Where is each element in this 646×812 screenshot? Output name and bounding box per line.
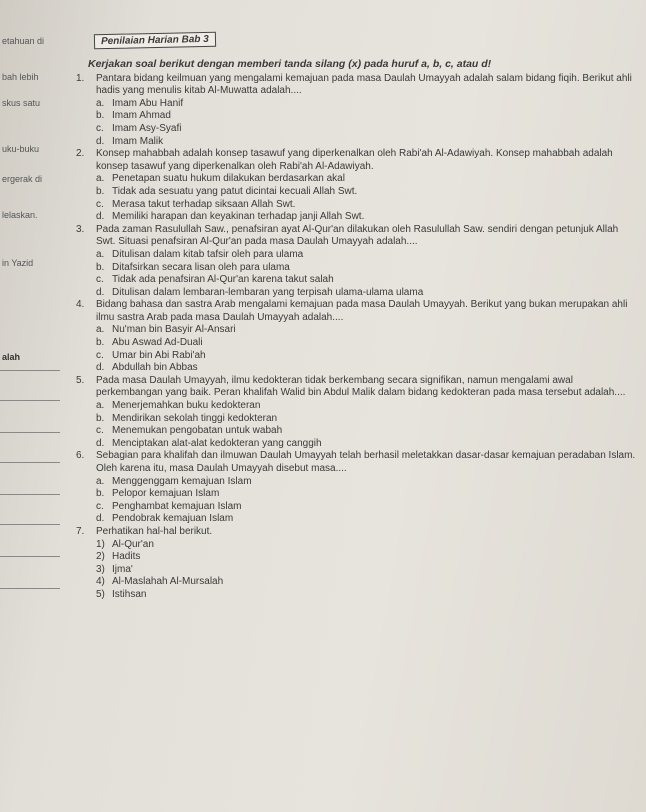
option-letter: c. <box>96 274 104 286</box>
option-text: Umar bin Abi Rabi'ah <box>112 349 206 361</box>
option-text: Menggenggam kemajuan Islam <box>112 475 252 487</box>
option-text: Imam Malik <box>112 135 164 147</box>
option-letter: a. <box>96 324 105 336</box>
list-item <box>96 564 640 577</box>
margin-fragment: uku-buku <box>2 144 40 154</box>
option-letter: d. <box>96 135 105 147</box>
option-letter: a. <box>96 248 105 260</box>
item-number: 4) <box>96 576 105 588</box>
question-stem: Bidang bahasa dan sastra Arab mengalami kemajuan pada masa Daulah Umayyah. Berikut yang bukan merupakan ahli ilmu sastra Arab pada masa Daulah Umayyah adalah.... <box>96 299 628 323</box>
option-text: Ditulisan dalam kitab tafsir oleh para ulama <box>112 248 304 260</box>
margin-fragment: ergerak di <box>2 174 43 184</box>
margin-rule <box>0 432 60 433</box>
option-letter: c. <box>96 198 104 210</box>
option-letter: c. <box>96 500 104 512</box>
question-7 <box>70 526 640 602</box>
option-letter: b. <box>96 412 105 424</box>
question-stem: Pantara bidang keilmuan yang mengalami kemajuan pada masa Daulah Umayyah adalah salam bidang fiqih. Berikut ahli hadis yang menulis kitab Al-Muwatta adalah.... <box>96 72 632 97</box>
item-text: Al-Maslahah Al-Mursalah <box>112 576 224 588</box>
option-text: Merasa takut terhadap siksaan Allah Swt. <box>112 198 296 210</box>
option-letter: a. <box>96 97 105 109</box>
answer-option[interactable] <box>96 249 640 262</box>
margin-fragment: lelaskan. <box>2 210 38 220</box>
margin-fragment: bah lebih <box>2 72 39 82</box>
option-letter: d. <box>96 437 105 449</box>
option-text: Abdullah bin Abbas <box>112 362 198 374</box>
option-letter: b. <box>96 185 105 197</box>
question-stem: Pada zaman Rasulullah Saw., penafsiran ayat Al-Qur'an dilakukan oleh Rasulullah Saw. sendiri dengan petunjuk Allah Swt. Situasi penafsiran Al-Qur'an pada masa Daulah Umayyah adalah.... <box>96 223 619 248</box>
margin-fragment: skus satu <box>2 98 41 108</box>
margin-rule <box>0 370 60 371</box>
question-stem: Perhatikan hal-hal berikut. <box>96 525 213 537</box>
option-text: Pendobrak kemajuan Islam <box>112 513 234 525</box>
option-letter: d. <box>96 362 105 374</box>
list-item <box>96 576 640 589</box>
question-6 <box>70 450 640 526</box>
answer-option[interactable] <box>96 110 640 123</box>
answer-option[interactable] <box>96 513 640 526</box>
question-stem: Konsep mahabbah adalah konsep tasawuf yang diperkenalkan oleh Rabi'ah Al-Adawiyah. Konsep mahabbah adalah konsep tasawuf yang diperkenalkan oleh Rabi'ah Al-Adawiyah. <box>96 148 613 172</box>
answer-option[interactable] <box>96 350 640 363</box>
answer-option[interactable] <box>96 98 640 111</box>
list-item <box>96 589 640 602</box>
option-letter: a. <box>96 173 105 185</box>
question-number: 6. <box>76 450 85 462</box>
question-number: 7. <box>76 525 85 537</box>
margin-rule <box>0 588 60 589</box>
option-text: Menerjemahkan buku kedokteran <box>112 400 261 412</box>
answer-option[interactable] <box>96 123 640 136</box>
answer-option[interactable] <box>96 425 640 438</box>
item-number: 5) <box>96 588 105 600</box>
item-number: 1) <box>96 538 105 550</box>
item-text: Al-Qur'an <box>112 538 154 550</box>
option-text: Penghambat kemajuan Islam <box>112 500 242 512</box>
option-text: Menciptakan alat-alat kedokteran yang canggih <box>112 437 322 449</box>
option-text: Penetapan suatu hukum dilakukan berdasarkan akal <box>112 173 345 185</box>
option-letter: b. <box>96 110 105 122</box>
item-text: Istihsan <box>112 588 147 600</box>
option-text: Imam Ahmad <box>112 110 171 122</box>
option-text: Tidak ada sesuatu yang patut dicintai kecuali Allah Swt. <box>112 185 358 197</box>
question-3 <box>70 224 640 300</box>
option-letter: d. <box>96 286 105 298</box>
margin-fragment: in Yazid <box>2 258 34 268</box>
question-list <box>70 58 640 602</box>
question-stem: Sebagian para khalifah dan ilmuwan Daulah Umayyah telah berhasil meletakkan dasar-dasar kemajuan peradaban Islam. Oleh karena itu, masa Daulah Umayyah disebut masa.... <box>96 450 636 474</box>
option-letter: b. <box>96 261 105 273</box>
question-5 <box>70 375 640 451</box>
option-letter: a. <box>96 400 105 412</box>
list-item <box>96 539 640 552</box>
answer-option[interactable] <box>96 400 640 413</box>
question-1 <box>70 73 640 149</box>
section-title: Penilaian Harian Bab 3 <box>94 32 216 50</box>
question-number: 1. <box>76 72 85 84</box>
option-text: Memiliki harapan dan keyakinan terhadap janji Allah Swt. <box>112 211 365 223</box>
question-number: 4. <box>76 299 85 311</box>
option-text: Ditulisan dalam lembaran-lembaran yang terpisah ulama-ulama ulama <box>112 286 424 298</box>
question-stem: Pada masa Daulah Umayyah, ilmu kedokteran tidak berkembang secara signifikan, namun mengalami awal perkembangan yang baik. Peran khalifah Walid bin Abdul Malik dalam bidang kedokteran pada masa tersebut adalah.... <box>96 374 626 399</box>
option-text: Mendirikan sekolah tinggi kedokteran <box>112 412 278 424</box>
answer-option[interactable] <box>96 476 640 489</box>
option-letter: d. <box>96 513 105 525</box>
margin-rule <box>0 524 60 525</box>
option-letter: a. <box>96 475 105 487</box>
margin-fragment: etahuan di <box>2 36 45 46</box>
option-text: Tidak ada penafsiran Al-Qur'an karena takut salah <box>112 274 334 286</box>
margin-rule <box>0 462 60 463</box>
answer-option[interactable] <box>96 274 640 287</box>
question-number: 3. <box>76 223 85 235</box>
option-text: Nu'man bin Basyir Al-Ansari <box>112 324 236 336</box>
item-text: Ijma' <box>112 563 133 575</box>
answer-option[interactable] <box>96 362 640 375</box>
option-text: Abu Aswad Ad-Duali <box>112 337 203 349</box>
answer-option[interactable] <box>96 287 640 300</box>
answer-option[interactable] <box>96 199 640 212</box>
option-text: Pelopor kemajuan Islam <box>112 488 220 500</box>
option-letter: d. <box>96 211 105 223</box>
item-text: Hadits <box>112 551 141 563</box>
question-2 <box>70 148 640 224</box>
answer-option[interactable] <box>96 337 640 350</box>
answer-option[interactable] <box>96 438 640 451</box>
answer-option[interactable] <box>96 324 640 337</box>
option-letter: c. <box>96 425 104 437</box>
option-text: Menemukan pengobatan untuk wabah <box>112 425 283 437</box>
answer-option[interactable] <box>96 211 640 224</box>
option-letter: c. <box>96 349 104 361</box>
answer-option[interactable] <box>96 173 640 186</box>
option-text: Imam Asy-Syafi <box>112 122 182 134</box>
answer-option[interactable] <box>96 488 640 501</box>
answer-option[interactable] <box>96 501 640 514</box>
item-number: 3) <box>96 563 105 575</box>
question-number: 5. <box>76 374 85 386</box>
margin-rule <box>0 494 60 495</box>
option-text: Ditafsirkan secara lisan oleh para ulama <box>112 261 290 273</box>
option-letter: b. <box>96 337 105 349</box>
option-text: Imam Abu Hanif <box>112 97 184 109</box>
question-4 <box>70 299 640 375</box>
list-item <box>96 551 640 564</box>
instructions: Kerjakan soal berikut dengan memberi tanda silang (x) pada huruf a, b, c, atau d! <box>88 58 492 70</box>
answer-option[interactable] <box>96 262 640 275</box>
question-number: 2. <box>76 148 85 160</box>
option-letter: b. <box>96 488 105 500</box>
margin-rule <box>0 400 60 401</box>
answer-option[interactable] <box>96 413 640 426</box>
option-letter: c. <box>96 122 104 134</box>
margin-fragment: alah <box>2 352 21 362</box>
item-number: 2) <box>96 551 105 563</box>
answer-option[interactable] <box>96 186 640 199</box>
margin-rule <box>0 556 60 557</box>
answer-option[interactable] <box>96 136 640 149</box>
